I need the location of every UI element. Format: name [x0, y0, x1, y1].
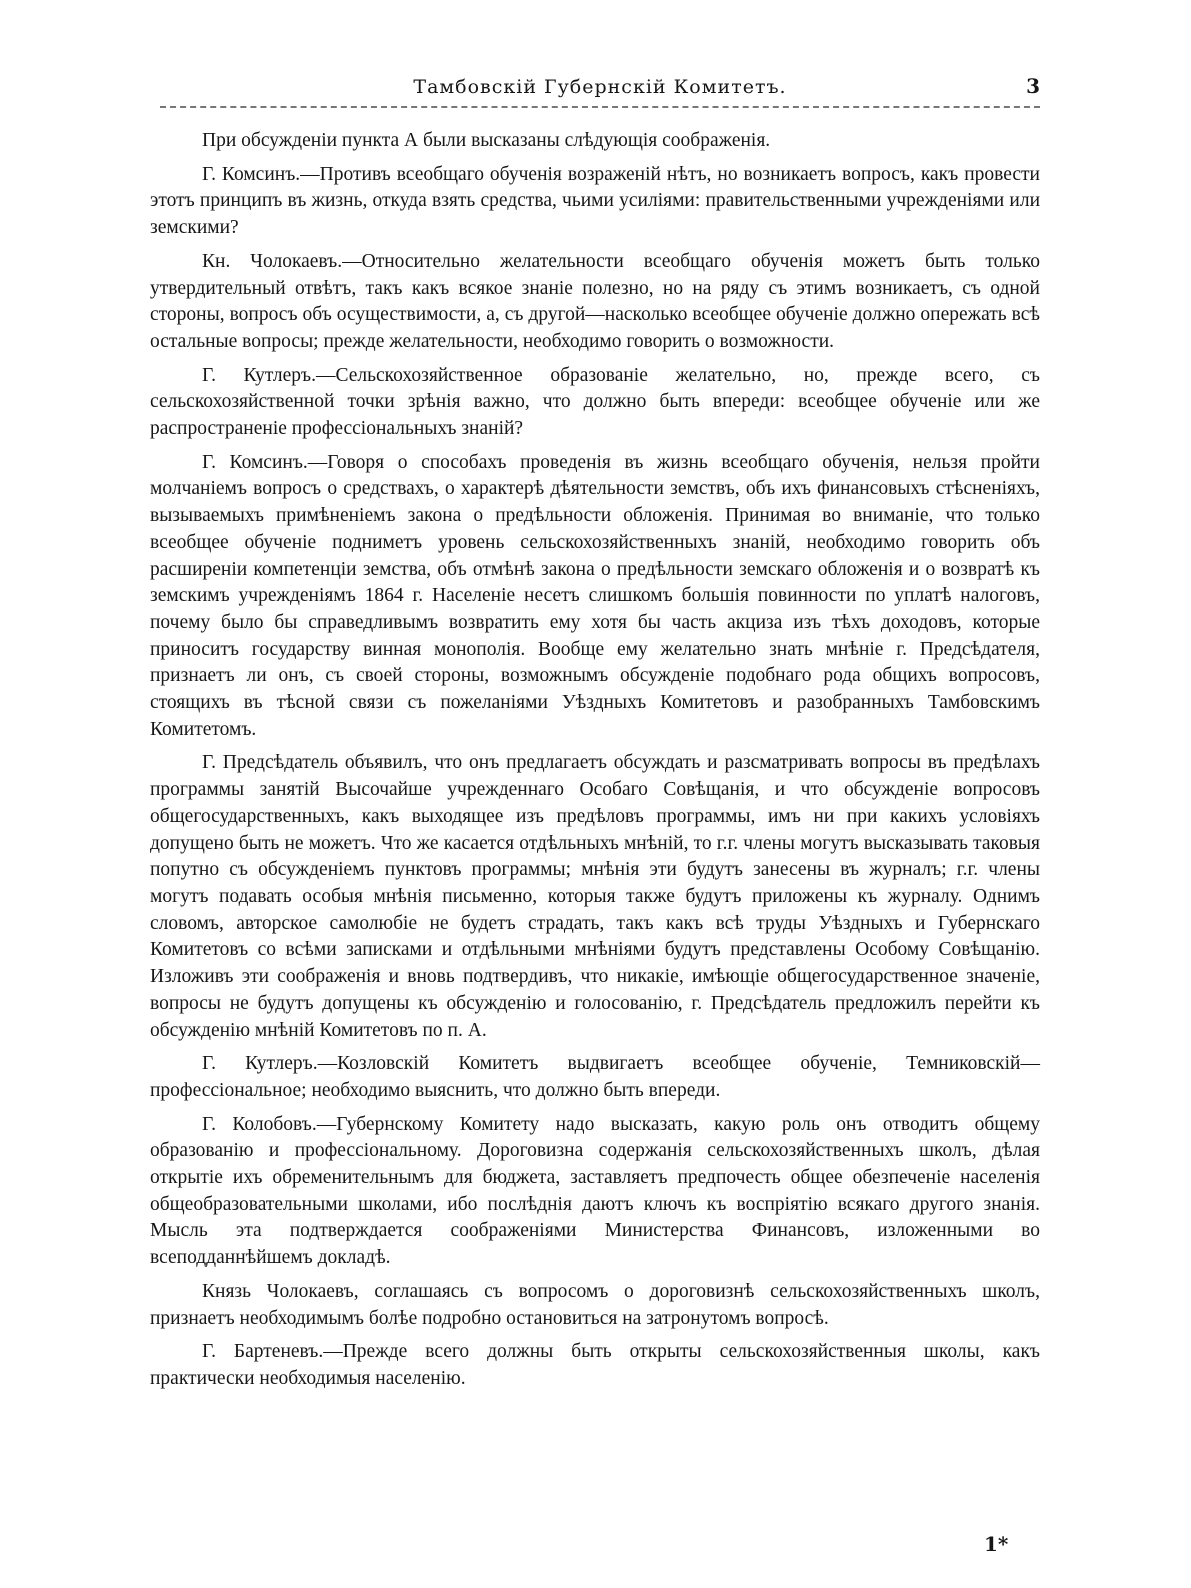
signature-mark: 1*	[984, 1532, 1009, 1556]
paragraph: Кн. Чолокаевъ.—Относительно желательности всеобщаго обученія можетъ быть только утвердительный отвѣтъ, такъ какъ всякое знаніе полезно, но на ряду съ этимъ возникаетъ, съ одной стороны, вопросъ объ осуществимости, а, съ другой—насколько всеобщее обученіе должно опережать всѣ остальные вопросы; прежде желательности, необходимо говорить о возможности.	[150, 250, 1040, 352]
paragraph: Г. Предсѣдатель объявилъ, что онъ предлагаетъ обсуждать и разсматривать вопросы въ предѣлахъ программы занятій Высочайше учрежденнаго Особаго Совѣщанія, и что обсужденіе вопросовъ общегосударственныхъ, какъ выходящее изъ предѣловъ программы, имъ ни при какихъ условіяхъ допущено быть не можетъ. Что же касается отдѣльныхъ мнѣній, то г.г. члены могутъ высказывать таковыя попутно съ обсужденіемъ пунктовъ программы; мнѣнія эти будутъ занесены въ журналъ; г.г. члены могутъ подавать особыя мнѣнія письменно, которыя также будутъ приложены къ журналу. Однимъ словомъ, авторское самолюбіе не будетъ страдать, такъ какъ всѣ труды Уѣздныхъ и Губернскаго Комитетовъ со всѣми записками и отдѣльными мнѣніями будутъ представлены Особому Совѣщанію. Изложивъ эти соображенія и вновь подтвердивъ, что никакіе, имѣющіе общегосударственное значеніе, вопросы не будутъ допущены къ обсужденію и голосованію, г. Предсѣдатель предложилъ перейти къ обсужденію мнѣній Комитетовъ по п. А.	[150, 752, 1040, 1041]
page-title: Тамбовскій Губернскій Комитетъ.	[413, 76, 787, 98]
paragraph: Г. Комсинъ.—Говоря о способахъ проведенія въ жизнь всеобщаго обученія, нельзя пройти молчаніемъ вопросъ о средствахъ, о характерѣ дѣятельности земствъ, объ ихъ финансовыхъ стѣсненіяхъ, вызываемыхъ примѣненіемъ закона о предѣльности обложенія. Принимая во вниманіе, что только всеобщее обученіе подниметъ уровень сельскохозяйственныхъ знаній, необходимо говорить объ расширеніи компетенціи земства, объ отмѣнѣ закона о предѣльности земскаго обложенія и о возвратѣ къ земскимъ учрежденіямъ 1864 г. Населеніе несетъ слишкомъ большія повинности по уплатѣ налоговъ, почему было бы справедливымъ возвратить ему хотя бы часть акциза изъ тѣхъ доходовъ, которые приноситъ государству винная монополія. Вообще ему желательно знать мнѣніе г. Предсѣдателя, признаетъ ли онъ, съ своей стороны, возможнымъ обсужденіе подобнаго рода общихъ вопросовъ, стоящихъ въ тѣсной связи съ пожеланіями Уѣздныхъ Комитетовъ и разобранныхъ Тамбовскимъ Комитетомъ.	[150, 451, 1040, 740]
paragraph: Князь Чолокаевъ, соглашаясь съ вопросомъ о дороговизнѣ сельскохозяйственныхъ школъ, признаетъ необходимымъ болѣе подробно остановиться на затронутомъ вопросѣ.	[150, 1280, 1040, 1329]
paragraph: Г. Колобовъ.—Губернскому Комитету надо высказать, какую роль онъ отводитъ общему образованію и профессіональному. Дороговизна содержанія сельскохозяйственныхъ школъ, дѣлая открытіе ихъ обременительнымъ для бюджета, заставляетъ предпочесть общее обезпеченіе населенія общеобразовательными школами, ибо послѣднія даютъ ключъ къ воспріятію всякаго другого знанія. Мысль эта подтверждается соображеніями Министерства Финансовъ, изложенными во всеподданнѣйшемъ докладѣ.	[150, 1113, 1040, 1269]
paragraph: Г. Бартеневъ.—Прежде всего должны быть открыты сельскохозяйственныя школы, какъ практически необходимыя населенію.	[150, 1341, 1040, 1389]
page-number: 3	[1026, 74, 1040, 98]
document-body	[150, 128, 1040, 1400]
running-header	[160, 72, 1040, 102]
paragraph: При обсужденіи пункта А были высказаны слѣдующія соображенія.	[202, 130, 771, 151]
header-rule	[160, 106, 1040, 108]
paragraph: Г. Кутлеръ.—Козловскій Комитетъ выдвигаетъ всеобщее обученіе, Темниковскій—профессіональное; необходимо выяснить, что должно быть впереди.	[150, 1053, 1040, 1101]
paragraph: Г. Комсинъ.—Противъ всеобщаго обученія возраженій нѣтъ, но возникаетъ вопросъ, какъ провести этотъ принципъ въ жизнь, откуда взять средства, чьими усиліями: правительственными учрежденіями или земскими?	[150, 163, 1040, 239]
paragraph: Г. Кутлеръ.—Сельскохозяйственное образованіе желательно, но, прежде всего, съ сельскохозяйственной точки зрѣнія важно, что должно быть впереди: всеобщее обученіе или же распространеніе профессіональныхъ знаній?	[150, 364, 1040, 440]
